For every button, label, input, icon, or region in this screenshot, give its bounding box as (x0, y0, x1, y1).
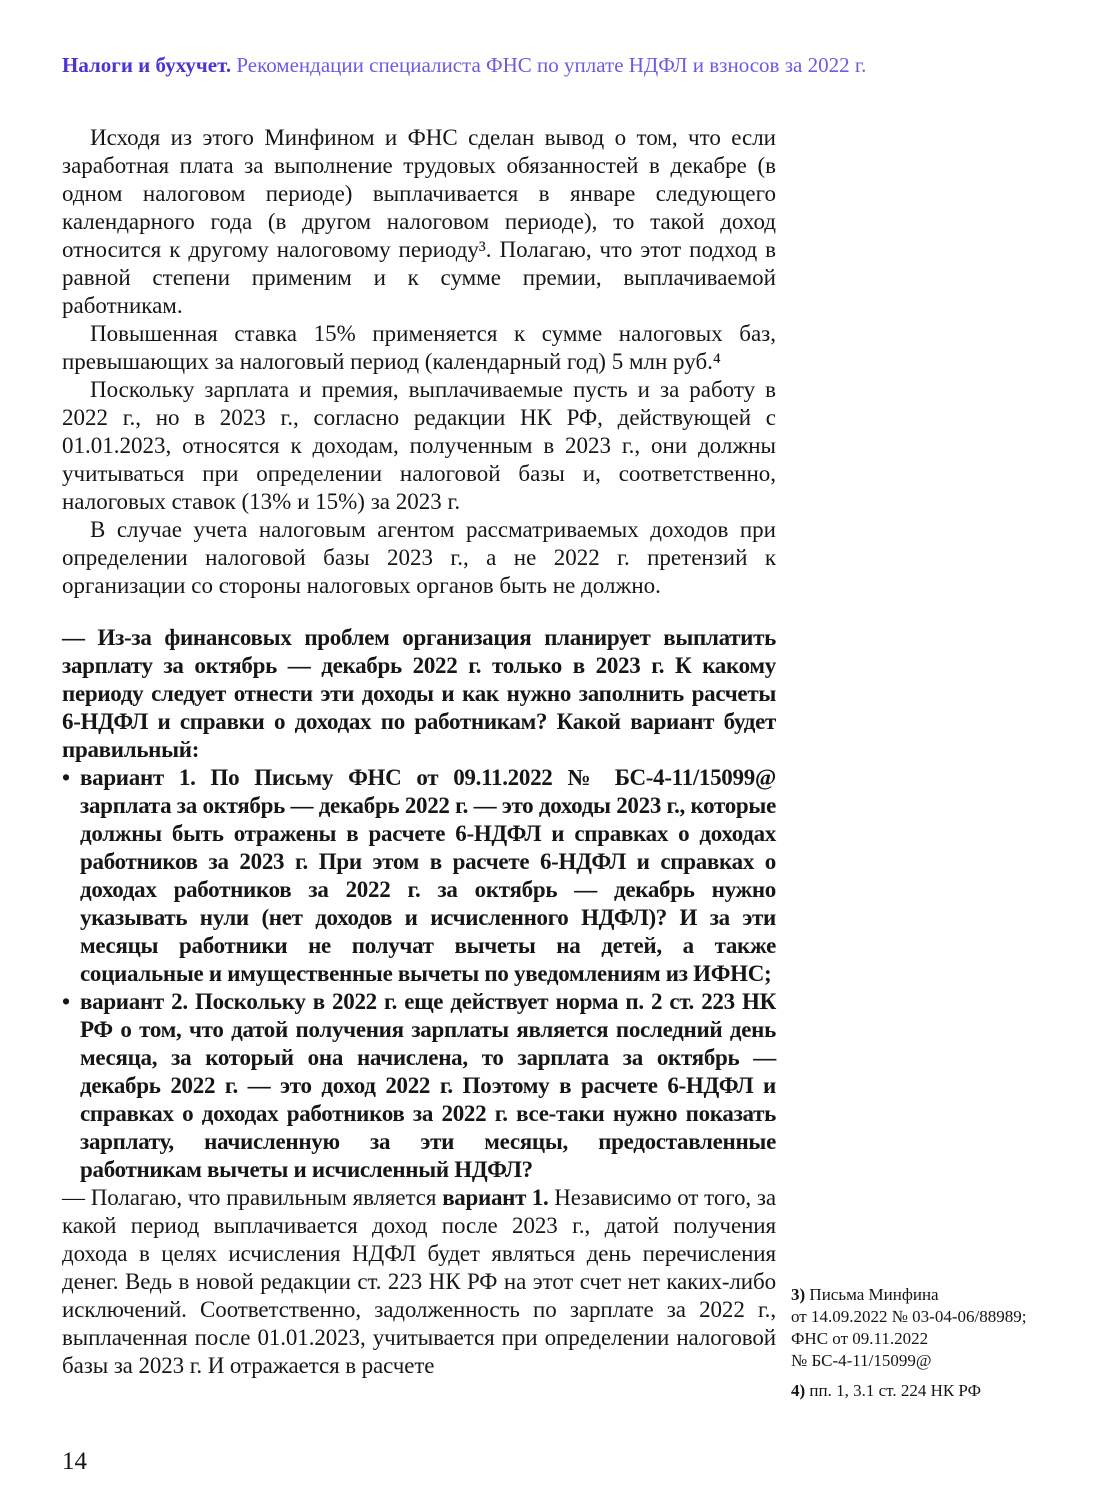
footnote-line (791, 1380, 1041, 1402)
paragraph: Поскольку зарплата и премия, выплачиваемые пусть и за работу в 2022 г., но в 2023 г., согласно редакции НК РФ, действующей с 01.01.2023, относятся к доходам, полученным в 2023 г., они должны учитываться при определении налоговой базы и, соответственно, налоговых ставок (13% и 15%) за 2023 г. (62, 377, 776, 514)
paragraph: Исходя из этого Минфином и ФНС сделан вывод о том, что если заработная плата за выполнение трудовых обязанностей в декабре (в одном налоговом периоде) выплачивается в январе следующего календарного года (в другом налоговом периоде), то такой доход относится к другому налоговому периоду³. Полагаю, что этот подход в равной степени применим и к сумме премии, выплачиваемой работникам. (62, 125, 776, 318)
bullet-text: вариант 2. Поскольку в 2022 г. еще действует норма п. 2 ст. 223 НК РФ о том, что датой получения зарплаты является последний день месяца, за который она начислена, то зарплата за октябрь — декабрь 2022 г. — это доход 2022 г. Поэтому в расчете 6-НДФЛ и справках о доходах работников за 2022 г. все-таки нужно показать зарплату, начисленную за эти месяцы, предоставленные работникам вычеты и исчисленный НДФЛ? (80, 989, 776, 1182)
list-item-variant-2 (62, 988, 776, 1184)
answer-paragraph (62, 1184, 776, 1380)
footnote-4 (791, 1380, 1041, 1402)
footnote-line (791, 1284, 1041, 1306)
footnotes (791, 1284, 1041, 1402)
footnote-line: № БС-4-11/15099@ (791, 1351, 932, 1370)
question-paragraph: — Из-за финансовых проблем организация планирует выплатить зарплату за октябрь — декабрь 2022 г. только в 2023 г. К какому периоду следует отнести эти доходы и как нужно заполнить расчеты 6-НДФЛ и справки о доходах по работникам? Какой вариант будет правильный: (62, 625, 776, 762)
footnote-text: пп. 1, 3.1 ст. 224 НК РФ (809, 1381, 982, 1400)
footnote-marker: 4) (791, 1381, 806, 1400)
page-header (62, 52, 1064, 78)
footnote-3 (791, 1284, 1041, 1372)
answer-highlight: вариант 1. (442, 1185, 549, 1210)
footnote-line: ФНС от 09.11.2022 (791, 1329, 929, 1348)
article-rubric: Рекомендации специалиста ФНС по уплате НДФЛ и взносов за 2022 г. (236, 53, 867, 77)
answer-rest: Независимо от того, за какой период выплачивается доход после 2023 г., датой получения дохода в целях исчисления НДФЛ будет являться день перечисления денег. Ведь в новой редакции ст. 223 НК РФ на этот счет нет каких-либо исключений. Соответственно, задолженность по зарплате за 2022 г., выплаченная после 01.01.2023, учитывается при определении налоговой базы за 2023 г. И отражается в расчете (62, 1185, 777, 1378)
bullet-text: вариант 1. По Письму ФНС от 09.11.2022 № БС-4-11/15099@ зарплата за октябрь — декабрь 2022 г. — это доходы 2023 г., которые должны быть отражены в расчете 6-НДФЛ и справках о доходах работников за 2023 г. При этом в расчете 6-НДФЛ и справках о доходах работников за 2022 г. за октябрь — декабрь нужно указывать нули (нет доходов и исчисленного НДФЛ)? И за эти месяцы работники не получат вычеты на детей, а также социальные и имущественные вычеты по уведомлениям из ИФНС; (80, 765, 776, 986)
footnote-line: от 14.09.2022 № 03-04-06/88989; (791, 1307, 1027, 1326)
page-number: 14 (62, 1448, 87, 1475)
list-item-variant-1 (62, 764, 776, 988)
footnote-marker: 3) (791, 1285, 806, 1304)
bullet-icon: • (62, 765, 71, 790)
bullet-icon: • (62, 989, 71, 1014)
footnote-text: Письма Минфина (809, 1285, 939, 1304)
paragraph: В случае учета налоговым агентом рассматриваемых доходов при определении налоговой базы 2023 г., а не 2022 г. претензий к организации со стороны налоговых органов быть не должно. (62, 517, 776, 598)
paragraph: Повышенная ставка 15% применяется к сумме налоговых баз, превышающих за налоговый период (календарный год) 5 млн руб.⁴ (62, 321, 776, 374)
magazine-title: Налоги и бухучет. (62, 53, 232, 77)
article-body (62, 124, 776, 1380)
answer-lead: — Полагаю, что правильным является (62, 1185, 443, 1210)
